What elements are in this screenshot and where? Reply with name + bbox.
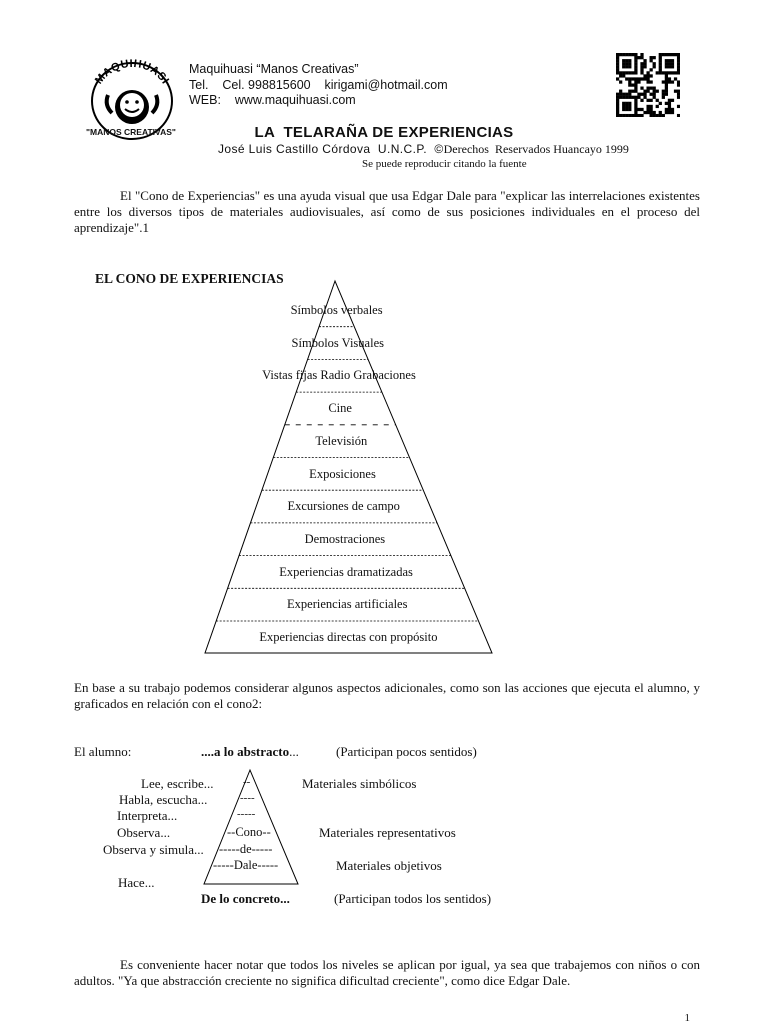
copyright-note: Derechos Reservados Huancayo 1999 xyxy=(443,142,629,156)
few-senses-note: (Participan pocos sentidos) xyxy=(336,744,477,759)
cone-level-label: Símbolos Visuales xyxy=(291,335,384,350)
action-item: Interpreta... xyxy=(117,808,178,823)
cone-level-label: Experiencias directas con propósito xyxy=(259,630,438,644)
cone-level-label: Televisión xyxy=(315,433,368,448)
second-paragraph: En base a su trabajo podemos considerar algunos aspectos adicionales, como son las acciones que ejecuta el alumno, y graficados en relación con el cono2: xyxy=(74,680,700,711)
material-label: Materiales objetivos xyxy=(336,858,442,873)
qr-code-icon xyxy=(616,53,680,117)
logo-arc-text: MAQUIHUASI xyxy=(92,57,172,87)
document-title: LA TELARAÑA DE EXPERIENCIAS xyxy=(254,124,514,141)
cone-level-label: Símbolos verbales xyxy=(290,303,383,317)
cone-level-label: Excursiones de campo xyxy=(287,499,400,514)
material-label: Materiales representativos xyxy=(319,825,456,840)
small-cone-inner: --Cono-- xyxy=(227,825,271,839)
cone-heading: EL CONO DE EXPERIENCIAS xyxy=(95,271,284,286)
action-item: Hace... xyxy=(118,875,155,890)
cone-level-label: Demostraciones xyxy=(304,531,386,546)
reproduce-note: Se puede reproducir citando la fuente xyxy=(362,158,527,170)
action-item: Observa y simula... xyxy=(103,842,204,857)
action-item: Lee, escribe... xyxy=(141,776,214,791)
contact-line: Tel. Cel. 998815600 kirigami@hotmail.com xyxy=(189,78,448,92)
small-cone-inner: -----Dale----- xyxy=(213,858,279,872)
small-cone-inner: -- xyxy=(243,776,251,788)
alumno-label: El alumno: xyxy=(74,744,132,759)
author-line xyxy=(218,142,629,157)
cone-level-label: Cine xyxy=(328,401,352,416)
cone-level-label: Exposiciones xyxy=(309,466,376,481)
web-line: WEB: www.maquihuasi.com xyxy=(189,93,356,107)
material-label: Materiales simbólicos xyxy=(302,776,417,791)
concrete-label: De lo concreto... xyxy=(201,891,290,906)
cone-level-label: Experiencias dramatizadas xyxy=(279,564,413,579)
small-cone-inner: ----- xyxy=(237,808,256,820)
author-name: José Luis Castillo Córdova U.N.C.P. © xyxy=(218,142,444,156)
abstract-dots: ... xyxy=(289,744,299,759)
cone-level-label: Vistas fijas Radio Grabaciones xyxy=(262,368,416,383)
action-item: Observa... xyxy=(117,825,171,840)
all-senses-note: (Participan todos los sentidos) xyxy=(334,891,492,906)
intro-paragraph: El "Cono de Experiencias" es una ayuda visual que usa Edgar Dale para "explicar las interrelaciones existentes entre los diversos tipos de materiales audiovisuales, así como de sus posiciones individuales en el proceso del aprendizaje".1 xyxy=(74,188,700,235)
page-number: 1 xyxy=(684,1012,690,1024)
cone-level-label: Experiencias artificiales xyxy=(287,597,408,612)
action-item: Habla, escucha... xyxy=(119,792,208,807)
small-cone-inner: -----de----- xyxy=(219,842,273,856)
small-cone-inner: ---- xyxy=(240,792,255,804)
org-name: Maquihuasi “Manos Creativas” xyxy=(189,62,359,76)
closing-paragraph: Es conveniente hacer notar que todos los niveles se aplican por igual, ya sea que trabajemos con niños o con adultos. "Ya que abstracción creciente no significa dificultad creciente", como dice Edgar Dale. xyxy=(74,957,700,988)
abstract-bold: ....a lo abstracto xyxy=(201,744,290,759)
logo-caption: "MANOS CREATIVAS" xyxy=(86,127,176,137)
abstract-label xyxy=(201,744,299,760)
